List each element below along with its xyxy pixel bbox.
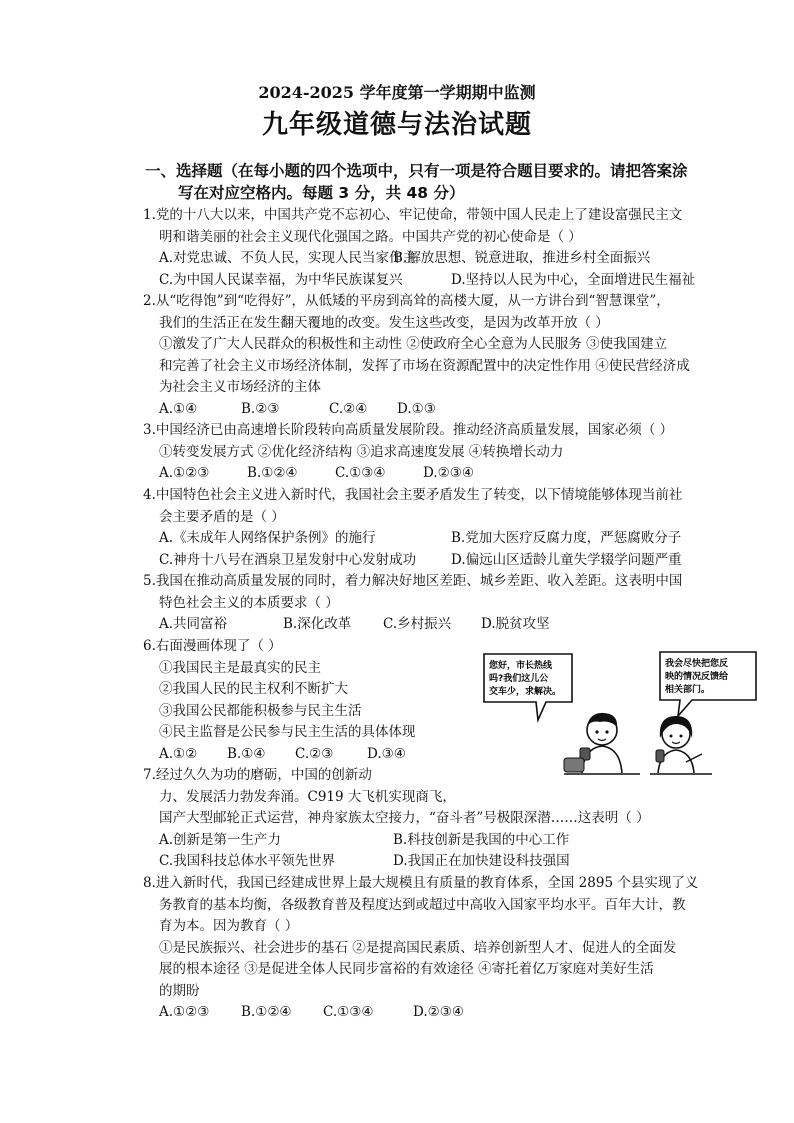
question-text: 4.中国特色社会主义进入新时代，我国社会主要矛盾发生了转变，以下情境能够体现当前社 (143, 487, 683, 503)
option-row (143, 463, 763, 485)
bubble-left-line: 吗?我们这儿公 (489, 674, 549, 684)
question-8 (143, 873, 763, 1024)
option-b[interactable]: B.①②④ (241, 1004, 292, 1020)
option-d[interactable]: D.③④ (367, 745, 406, 762)
option-d[interactable]: D.我国正在加快建设科技强国 (393, 853, 570, 869)
bubble-left-line: 您好，市长热线 (489, 661, 553, 671)
option-row (143, 248, 763, 270)
option-c[interactable]: C.②④ (329, 400, 368, 417)
question-text: 务教育的基本均衡，各级教育普及程度达到或超过中高收入国家平均水平。百年大计，教 (159, 896, 686, 913)
option-d[interactable]: D.②③④ (413, 1004, 464, 1020)
option-c[interactable]: C.①③④ (335, 465, 386, 481)
option-row (143, 1002, 763, 1024)
option-row (143, 830, 763, 852)
option-c[interactable]: C.我国科技总体水平领先世界 (159, 853, 336, 869)
statement-text: 为社会主义市场经济的主体 (159, 379, 321, 395)
option-c[interactable]: C.乡村振兴 (383, 616, 452, 632)
question-1 (143, 205, 763, 291)
question-5 (143, 571, 763, 636)
statement-text: ②我国人民的民主权利不断扩大 (159, 681, 348, 697)
question-text: 我们的生活正在发生翻天覆地的改变。发生这些改变，是因为改革开放（ ） (159, 314, 609, 331)
statement-text: ①是民族振兴、社会进步的基石 ②是提高国民素质、培养创新型人才、促进人的全面发 (159, 939, 677, 956)
speech-bubble-left (484, 654, 572, 720)
option-c[interactable]: C.为中国人民谋幸福，为中华民族谋复兴 (159, 271, 403, 288)
question-3 (143, 420, 763, 485)
comic-svg (480, 650, 760, 775)
question-text: 1.党的十八大以来，中国共产党不忘初心、牢记使命，带领中国人民走上了建设富强民主文 (143, 207, 683, 223)
question-text: 6.右面漫画体现了（ ） (143, 638, 282, 654)
option-d[interactable]: D.脱贫攻坚 (481, 616, 550, 632)
statement-text: 的期盼 (159, 982, 200, 999)
bubble-right-line: 我会尽快把您反 (665, 659, 729, 669)
question-text: 力、发展活力勃发奔涌。C919 大飞机实现商飞， (159, 788, 456, 805)
question-text: 5.我国在推动高质量发展的同时，着力解决好地区差距、城乡差距、收入差距。这表明中国 (143, 573, 683, 589)
option-a[interactable]: A.创新是第一生产力 (159, 831, 282, 848)
option-b[interactable]: B.①④ (227, 745, 266, 762)
option-b[interactable]: B.深化改革 (283, 616, 352, 632)
section-heading-line: 写在对应空格内。每题 3 分，共 48 分） (178, 184, 465, 202)
option-c[interactable]: C.①③④ (323, 1004, 374, 1020)
comic-illustration (480, 650, 760, 775)
statement-text: ①转变发展方式 ②优化经济结构 ③追求高速度发展 ④转换增长动力 (159, 443, 564, 460)
option-b[interactable]: B.②③ (241, 400, 280, 417)
option-c[interactable]: C.②③ (295, 745, 334, 762)
option-row (143, 270, 763, 292)
bubble-right-line: 相关部门。 (665, 685, 711, 695)
option-a[interactable]: A.①②③ (159, 1004, 210, 1020)
option-a[interactable]: A.对党忠诚、不负人民，实现人民当家作主 (159, 250, 417, 266)
option-d[interactable]: D.②③④ (423, 465, 474, 481)
speech-bubble-right (660, 652, 756, 716)
option-a[interactable]: A.共同富裕 (159, 616, 228, 632)
statement-text: ①我国民主是最真实的民主 (159, 659, 321, 676)
question-text: 育为本。因为教育（ ） (159, 918, 299, 934)
exam-title: 九年级道德与法治试题 (261, 110, 532, 140)
question-text: 7.经过久久为功的磨砺，中国的创新动 (143, 767, 372, 783)
section-heading-line: 一、选择题（在每小题的四个选项中，只有一项是符合题目要求的。请把答案涂 (145, 162, 688, 180)
statement-text: ③我国公民都能积极参与民主生活 (159, 702, 362, 719)
option-b[interactable]: B.解放思想、锐意进取，推进乡村全面振兴 (393, 250, 651, 266)
question-text: 特色社会主义的本质要求（ ） (159, 594, 339, 611)
question-text: 8.进入新时代，我国已经建成世界上最大规模且有质量的教育体系，全国 2895 个县实现了义 (143, 875, 699, 891)
option-d[interactable]: D.①③ (397, 400, 436, 417)
question-4 (143, 485, 763, 571)
option-d[interactable]: D.偏远山区适龄儿童失学辍学问题严重 (451, 551, 682, 568)
option-b[interactable]: B.党加大医疗反腐力度，严惩腐败分子 (451, 530, 682, 546)
question-2 (143, 291, 763, 420)
statement-text: ④民主监督是公民参与民主生活的具体体现 (159, 724, 416, 740)
bubble-left-line: 交车少，求解决。 (489, 687, 562, 697)
option-a[interactable]: A.《未成年人网络保护条例》的施行 (159, 530, 376, 546)
question-text: 国产大型邮轮正式运营，神舟家族太空接力，“奋斗者”号极限深潜……这表明（ ） (159, 810, 650, 826)
exam-subtitle: 2024-2025 学年度第一学期期中监测 (258, 83, 536, 102)
statement-text: 和完善了社会主义市场经济体制，发挥了市场在资源配置中的决定性作用 ④使民营经济成 (159, 357, 690, 374)
option-c[interactable]: C.神舟十八号在酒泉卫星发射中心发射成功 (159, 551, 417, 568)
option-b[interactable]: B.①②④ (247, 465, 298, 481)
bubble-right-line: 映的情况反馈给 (665, 672, 729, 682)
question-7 (143, 765, 763, 873)
option-a[interactable]: A.①② (159, 745, 198, 762)
question-text: 3.中国经济已由高速增长阶段转向高质量发展阶段。推动经济高质量发展，国家必须（ ） (143, 422, 674, 438)
option-row (143, 528, 763, 550)
section-heading (145, 160, 755, 204)
question-text: 明和谐美丽的社会主义现代化强国之路。中国共产党的初心使命是（ ） (159, 228, 582, 245)
option-row (143, 614, 763, 636)
option-d[interactable]: D.坚持以人民为中心，全面增进民生福祉 (451, 271, 696, 288)
question-text: 会主要矛盾的是（ ） (159, 508, 285, 525)
option-b[interactable]: B.科技创新是我国的中心工作 (393, 831, 570, 848)
statement-text: ①激发了广大人民群众的积极性和主动性 ②使政府全心全意为人民服务 ③使我国建立 (159, 336, 668, 352)
option-row (143, 851, 763, 873)
question-text: 2.从“吃得饱”到“吃得好”，从低矮的平房到高耸的高楼大厦，从一方讲台到“智慧课堂”， (143, 293, 670, 309)
option-a[interactable]: A.①④ (159, 400, 198, 417)
statement-text: 展的根本途径 ③是促进全体人民同步富裕的有效途径 ④寄托着亿万家庭对美好生活 (159, 961, 654, 977)
option-row (143, 399, 763, 421)
option-row (143, 550, 763, 572)
option-a[interactable]: A.①②③ (159, 465, 210, 481)
